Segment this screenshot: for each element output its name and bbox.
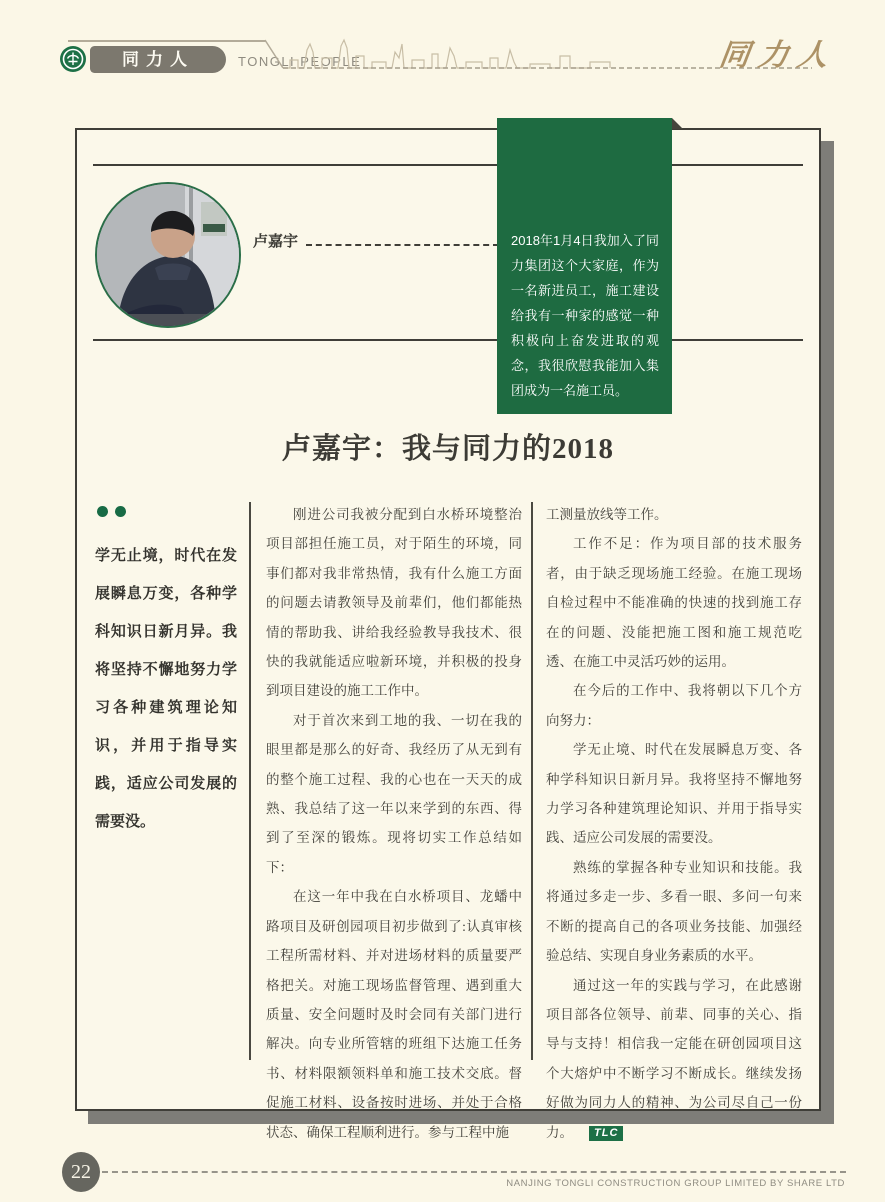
profile-name: 卢嘉宇	[253, 233, 299, 250]
profile-name-row	[253, 230, 499, 251]
paragraph: 在这一年中我在白水桥项目、龙蟠中路项目及研创园项目初步做到了:认真审核工程所需材料、并对进场材料的质量要严格把关。对施工现场监督管理、遇到重大质量、安全问题时及时会同有关部门进行解决。向专业所管辖的班组下达施工任务书、材料限额领料单和施工技术交底。督促施工材料、设备按时进场、并处于合格状态、确保工程顺利进行。参与工程中施	[266, 889, 522, 1140]
column-divider-left	[249, 502, 251, 1060]
name-dashed-line	[306, 244, 499, 246]
pull-quote-text: 学无止境，时代在发展瞬息万变，各种学科知识日新月异。我将坚持不懈地努力学习各种建筑理论知识，并用于指导实践，适应公司发展的需要没。	[95, 547, 237, 830]
tlc-end-mark: TLC	[589, 1126, 623, 1141]
paragraph: 工作不足：作为项目部的技术服务者，由于缺乏现场施工经验。在施工现场自检过程中不能准确的快速的找到施工存在的问题、没能把施工图和施工规范吃透、在施工中灵活巧妙的运用。	[546, 536, 802, 670]
pull-quote-column	[95, 500, 237, 841]
paragraph: 对于首次来到工地的我、一切在我的眼里都是那么的好奇、我经历了从无到有的整个施工过程、我的心也在一天天的成熟、我总结了这一年以来学到的东西、得到了至深的锻炼。现将切实工作总结如下：	[266, 712, 522, 875]
banner-fold-corner	[672, 118, 683, 129]
quote-banner	[497, 118, 672, 414]
middle-column	[266, 500, 522, 1147]
masthead-topline	[68, 40, 266, 42]
paragraph: 刚进公司我被分配到白水桥环境整治项目部担任施工员，对于陌生的环境，同事们都对我非常热情，我有什么施工方面的问题去请教领导及前辈们，他们都能热情的帮助我、讲给我经验教导我技术、很快的我就能适应啦新环境，并积极的投身到项目建设的施工工作中。	[266, 507, 522, 699]
paragraph-text: 通过这一年的实践与学习，在此感谢项目部各位领导、前辈、同事的关心、指导与支持！相信我一定能在研创园项目这个大熔炉中不断学习不断成长。继续发扬好做为同力人的精神、为公司尽自己一份力。	[546, 977, 802, 1140]
footer-company-name: NANJING TONGLI CONSTRUCTION GROUP LIMITED BY SHARE LTD	[506, 1178, 845, 1189]
profile-photo	[95, 182, 241, 328]
page-number: 22	[62, 1152, 100, 1192]
right-column	[546, 500, 802, 1147]
paragraph-last	[546, 971, 802, 1147]
paragraph: 工测量放线等工作。	[546, 507, 668, 522]
paragraph: 在今后的工作中、我将朝以下几个方向努力：	[546, 683, 802, 728]
article-columns	[93, 500, 803, 1140]
article-title: 卢嘉宇：我与同力的2018	[281, 433, 614, 465]
masthead-calligraphy: 同力人	[717, 39, 839, 72]
quote-dots-decoration	[97, 506, 237, 517]
paragraph: 学无止境、时代在发展瞬息万变、各种学科知识日新月异。我将坚持不懈地努力学习各种建筑理论知识、并用于指导实践、适应公司发展的需要没。	[546, 742, 802, 846]
footer-dashed-line	[102, 1171, 846, 1173]
paragraph: 熟练的掌握各种专业知识和技能。我将通过多走一步、多看一眼、多问一句来不断的提高自己的各项业务技能、加强经验总结、实现自身业务素质的水平。	[546, 859, 802, 964]
horizontal-rule-mid	[93, 339, 803, 341]
horizontal-rule-top	[93, 164, 803, 166]
profile-photo-image	[97, 184, 241, 328]
banner-quote-text: 2018年1月4日我加入了同力集团这个大家庭，作为一名新进员工，施工建设给我有一种家的感觉一种积极向上奋发进取的观念，我很欣慰我能加入集团成为一名施工员。	[511, 233, 659, 398]
tlc-logo-icon	[59, 45, 87, 73]
article-card	[75, 128, 821, 1140]
masthead-subtitle: TONGLI PEOPLE	[238, 54, 362, 69]
masthead-badge: 同力人	[90, 46, 226, 73]
column-divider-right	[531, 502, 533, 1060]
